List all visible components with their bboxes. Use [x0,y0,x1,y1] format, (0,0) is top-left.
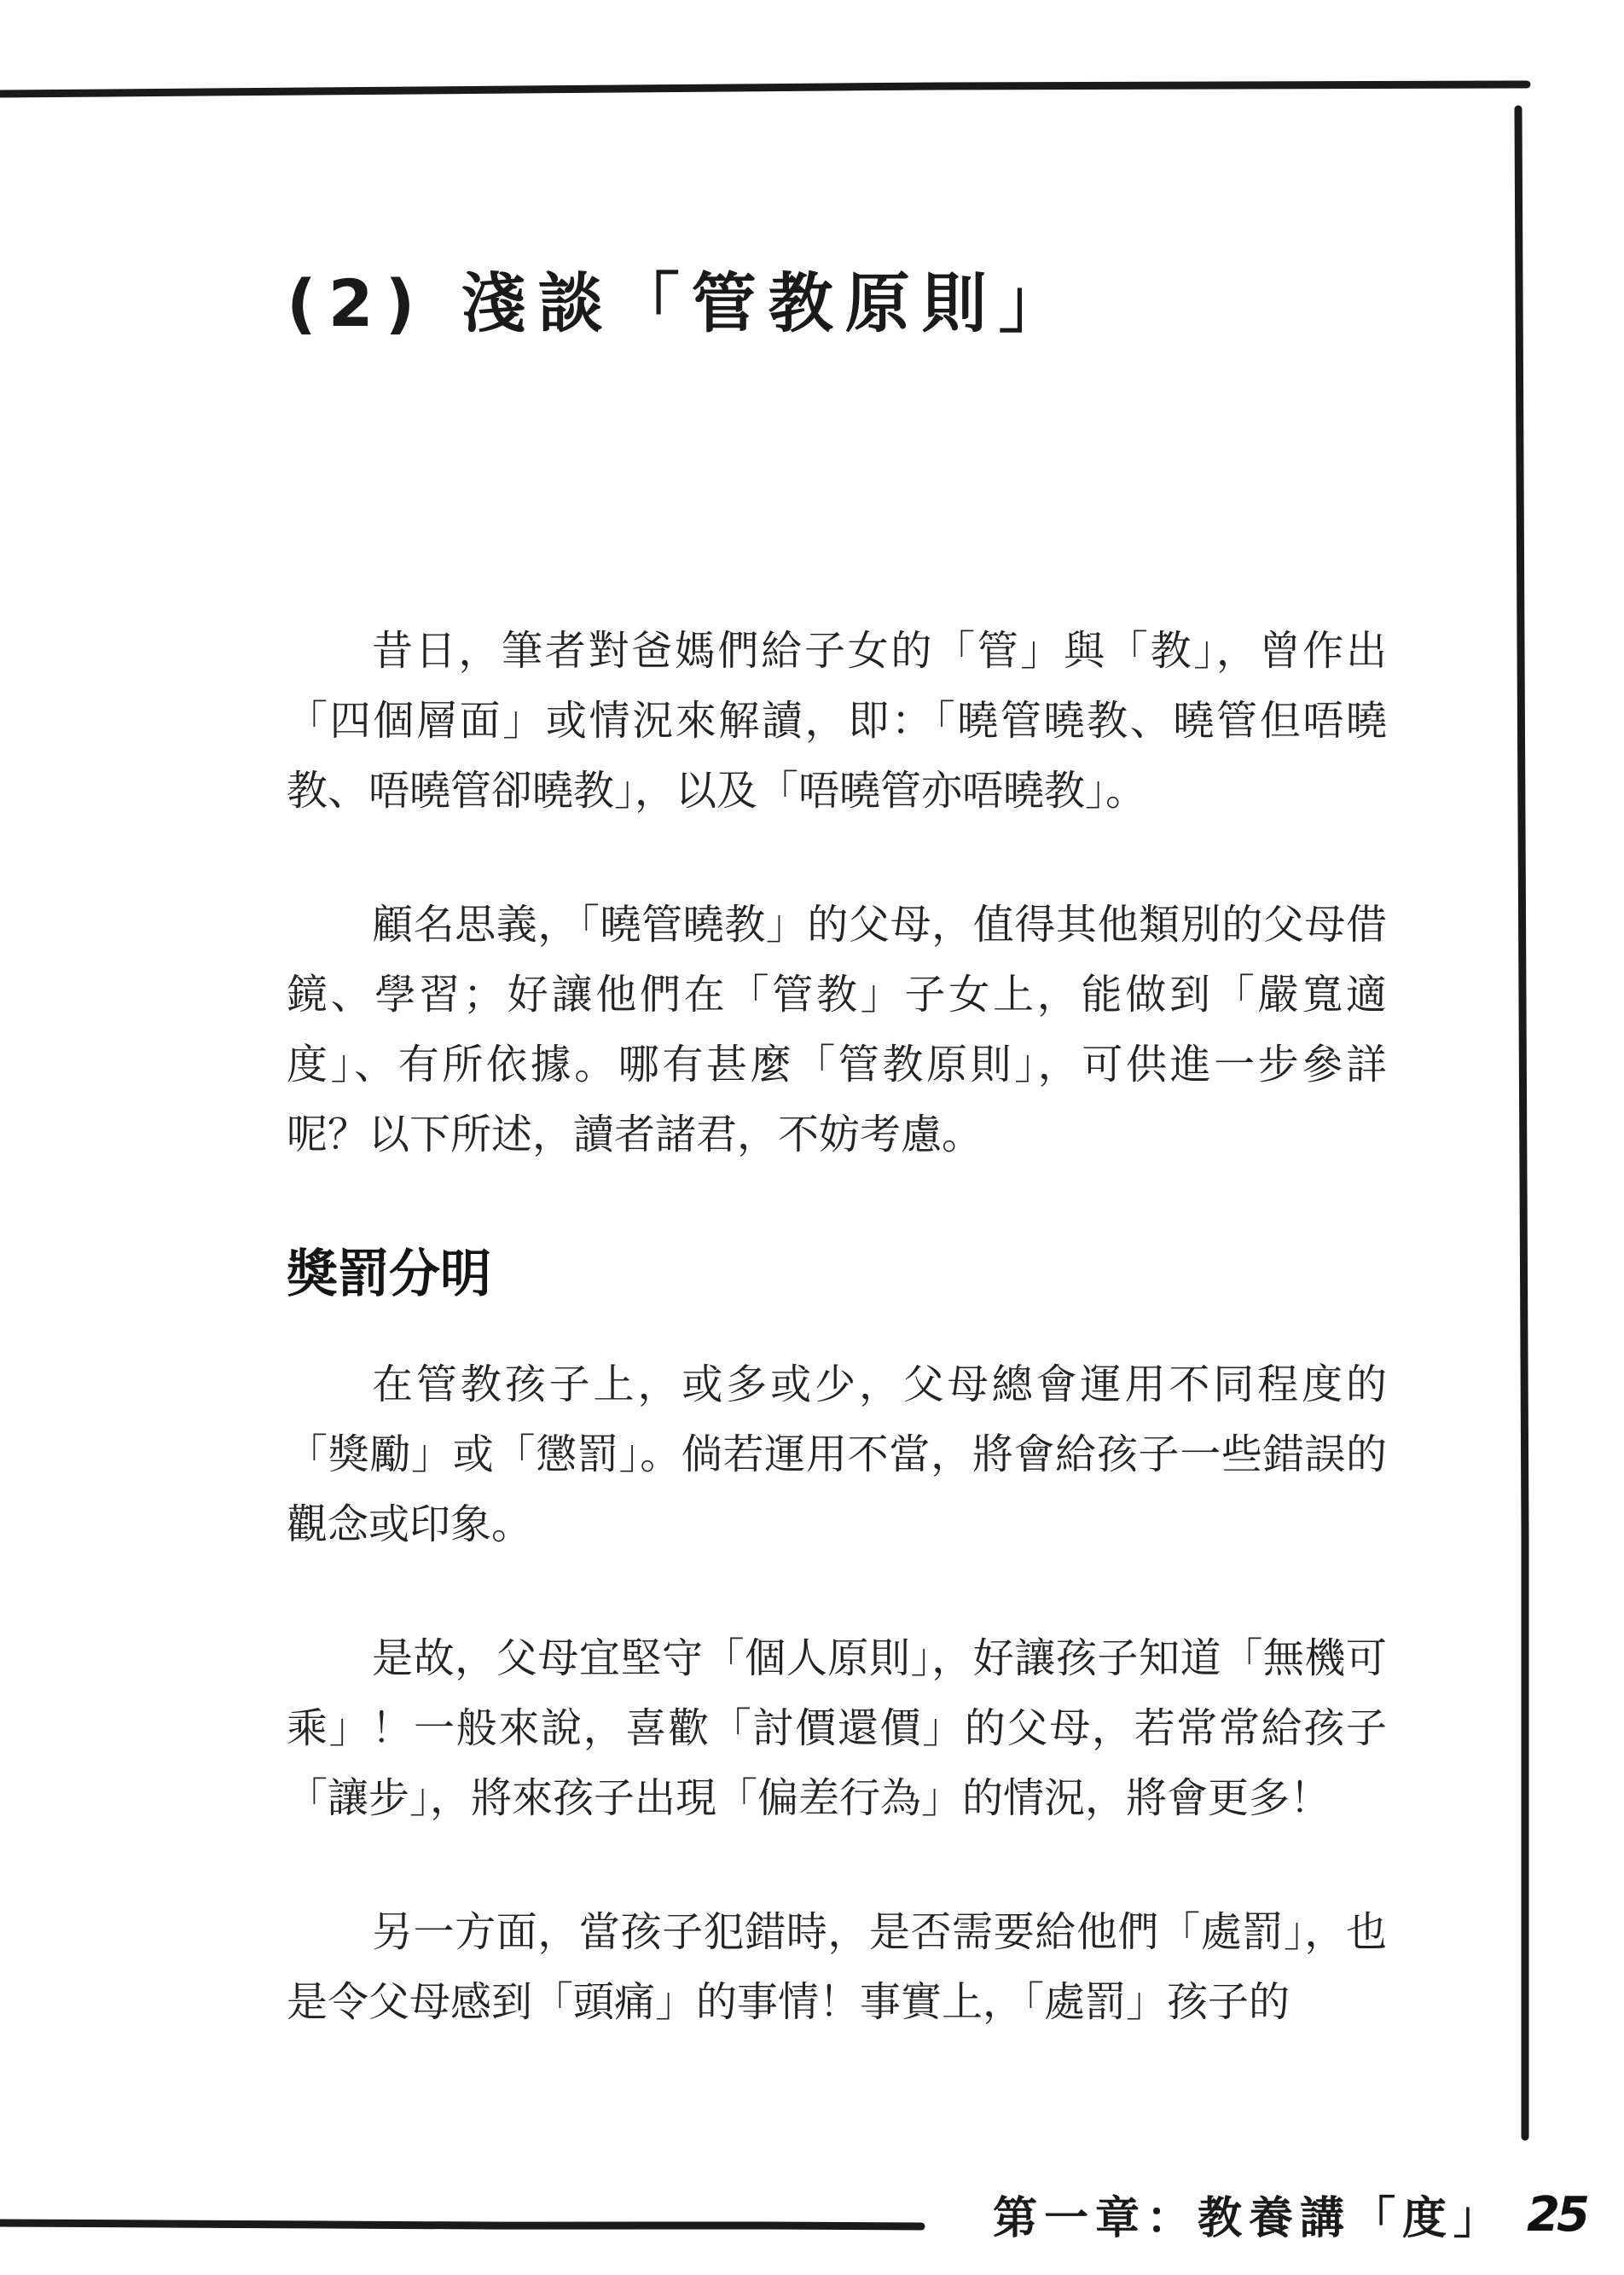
frame-top-line [0,84,1527,94]
frame-right-line [1518,109,1526,2137]
paragraph: 顧名思義，「曉管曉教」的父母，值得其他類別的父母借鏡、學習；好讓他們在「管教」子女上，能做到「嚴寬適度」、有所依據。哪有甚麼「管教原則」，可供進一步參詳呢？以下所述，讀者諸君，不妨考慮。 [287,901,1387,1158]
section-heading: 獎罰分明 [287,1245,491,1304]
page-number: 25 [1527,2187,1586,2243]
chapter-title: (2) 淺談「管教原則」 [287,265,1076,341]
paragraph: 另一方面，當孩子犯錯時，是否需要給他們「處罰」，也是令父母感到「頭痛」的事情！事實上，「處罰」孩子的 [287,1908,1387,2026]
paragraph: 昔日，筆者對爸媽們給子女的「管」與「教」，曾作出「四個層面」或情況來解讀，即：「曉管曉教、曉管但唔曉教、唔曉管卻曉教」，以及「唔曉管亦唔曉教」。 [287,627,1387,815]
paragraph: 在管教孩子上，或多或少，父母總會運用不同程度的「獎勵」或「懲罰」。倘若運用不當，將會給孩子一些錯誤的觀念或印象。 [287,1361,1387,1548]
frame-bottom-line [0,2223,921,2226]
body-text [287,616,1387,2101]
footer-chapter-label: 第一章：教養講「度」 [993,2193,1505,2244]
paragraph: 是故，父母宜堅守「個人原則」，好讓孩子知道「無機可乘」！一般來說，喜歡「討價還價」的父母，若常常給孩子「讓步」，將來孩子出現「偏差行為」的情況，將會更多！ [287,1634,1387,1822]
